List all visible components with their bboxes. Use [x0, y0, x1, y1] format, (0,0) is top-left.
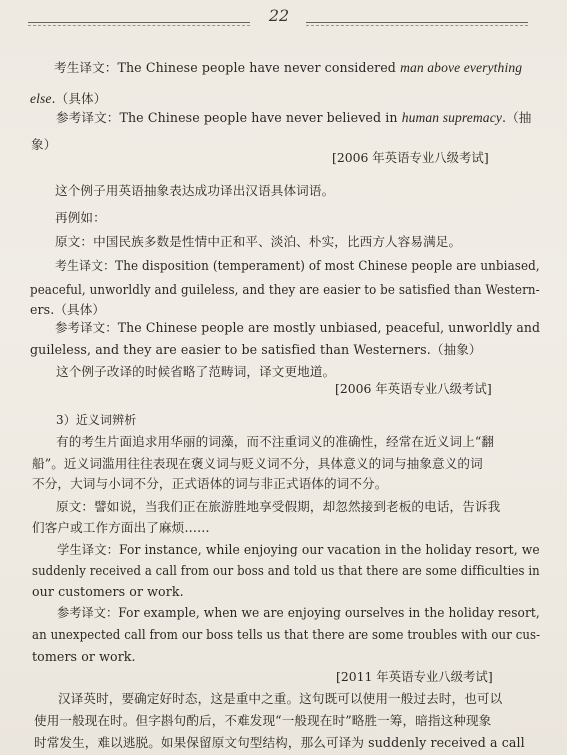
line-text: .（抽	[501, 110, 532, 125]
text-line: tomers or work.	[32, 649, 136, 664]
text-line: 参考译文：For example, when we are enjoying ourselves in the holiday resort,	[57, 605, 540, 620]
text-line: 时常发生，难以逃脱。如果保留原文句型结构，那么可译为 suddenly received a call	[34, 735, 525, 750]
source-citation: [2011 年英语专业八级考试]	[336, 669, 493, 684]
header-rule-left	[28, 22, 250, 23]
text-line: 再例如：	[55, 210, 106, 225]
text-line: 船”。近义词滥用往往表现在褒义词与贬义词不分，具体意义的词与抽象意义的词	[32, 456, 483, 471]
text-line: 们客户或工作方面出了麻烦……	[32, 520, 210, 535]
line-text: 参考译文：The Chinese people have never believed in	[56, 110, 402, 125]
line-text-italic: human supremacy	[401, 110, 502, 125]
page-header	[28, 6, 528, 28]
text-line: 使用一般现在时。但字斟句酌后，不难发现“一般现在时”略胜一筹，暗指这种现象	[34, 713, 492, 728]
source-citation: [2006 年英语专业八级考试]	[332, 150, 489, 165]
text-line	[56, 110, 531, 126]
line-text-italic: else	[30, 91, 52, 106]
text-line: our customers or work.	[32, 584, 184, 599]
text-line: 原文：中国民族多数是性情中正和平、淡泊、朴实，比西方人容易满足。	[55, 234, 462, 249]
text-line: 不分，大词与小词不分，正式语体的词与非正式语体的词不分。	[32, 476, 388, 491]
text-line: suddenly received a call from our boss and told us that there are some difficulties in	[32, 563, 540, 578]
text-line: 参考译文：The Chinese people are mostly unbiased, peaceful, unworldly and	[55, 320, 541, 335]
text-line: 学生译文：For instance, while enjoying our vacation in the holiday resort, we	[57, 542, 540, 557]
line-text-italic: man above everything	[400, 60, 523, 75]
text-line: 汉译英时，要确定好时态，这是重中之重。这句既可以使用一般过去时，也可以	[58, 691, 503, 706]
source-citation: [2006 年英语专业八级考试]	[335, 381, 492, 396]
text-line: 这个例子用英语抽象表达成功译出汉语具体词语。	[55, 183, 335, 198]
text-line: peaceful, unworldly and guileless, and they are easier to be satisfied than Western-	[30, 282, 540, 297]
text-line	[54, 60, 522, 76]
text-line: ers.（具体）	[30, 302, 106, 317]
line-text: 考生译文：The Chinese people have never considered	[54, 60, 401, 75]
text-line: 象）	[31, 137, 57, 152]
section-heading: 3）近义词辨析	[56, 413, 137, 427]
header-rule-right	[306, 22, 528, 23]
text-line: 考生译文：The disposition (temperament) of most Chinese people are unbiased,	[55, 258, 540, 273]
text-line: 这个例子改译的时候省略了范畴词，译文更地道。	[56, 364, 336, 379]
text-line: 有的考生片面追求用华丽的词藻，而不注重词义的准确性，经常在近义词上“翻	[56, 434, 495, 449]
text-line: an unexpected call from our boss tells us that there are some troubles with our cus-	[32, 627, 541, 642]
header-rule-left-dashed	[28, 25, 250, 26]
line-text: .（具体）	[51, 91, 107, 106]
header-rule-right-dashed	[306, 25, 528, 26]
page-number: 22	[268, 6, 290, 25]
text-line: guileless, and they are easier to be satisfied than Westerners.（抽象）	[30, 342, 482, 357]
text-line: 原文：譬如说，当我们正在旅游胜地享受假期，却忽然接到老板的电话，告诉我	[56, 499, 501, 514]
text-line	[30, 91, 106, 107]
